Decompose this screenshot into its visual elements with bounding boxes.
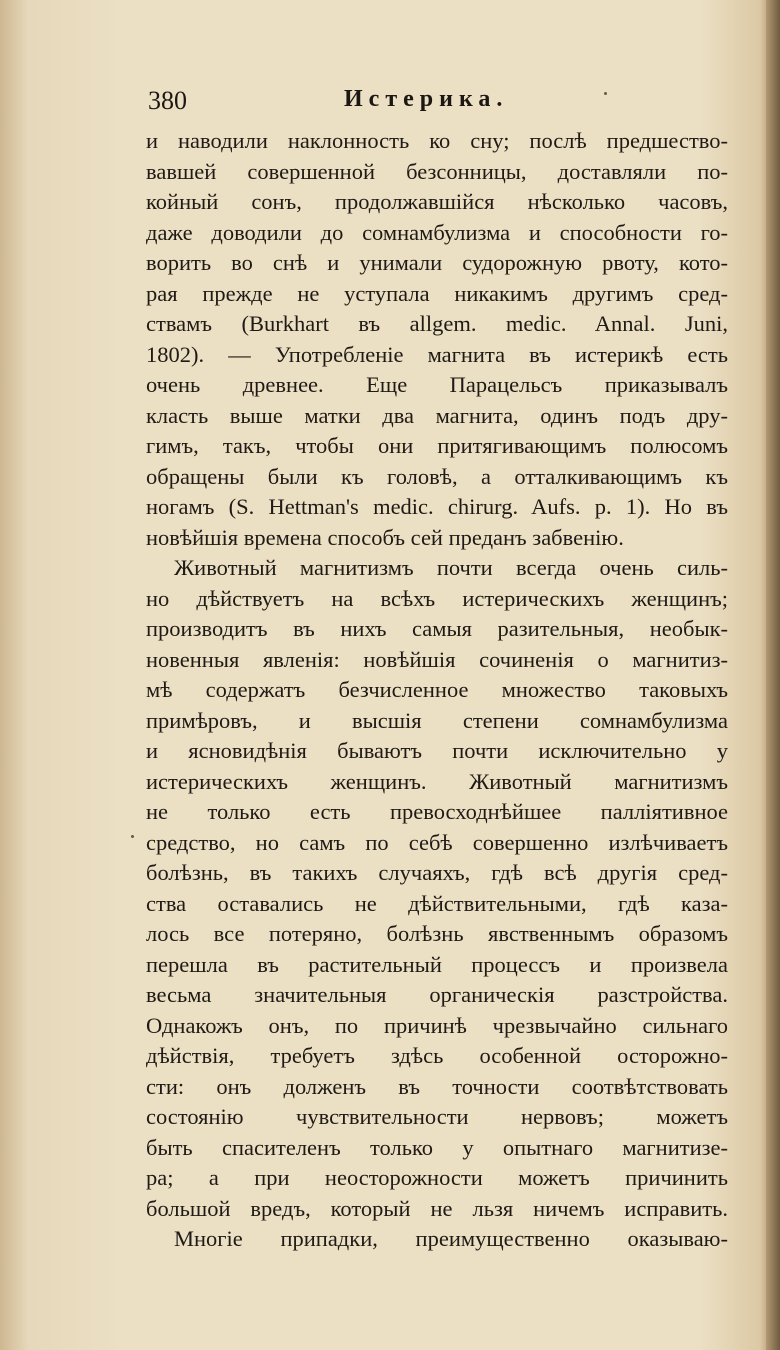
text-line: быть спасителенъ только у опытнаго магнитизе-	[146, 1134, 728, 1160]
text-line: 1802). — Употребленіе магнита въ истерикѣ есть	[146, 341, 728, 367]
text-line: обращены были къ головѣ, а отталкивающимъ къ	[146, 463, 728, 489]
text-line: весьма значительныя органическія разстройства.	[146, 982, 728, 1007]
running-title: Истерика.	[344, 86, 509, 112]
text-line: но дѣйствуетъ на всѣхъ истерическихъ женщинъ;	[146, 585, 728, 611]
text-line: лось все потеряно, болѣзнь явственнымъ образомъ	[146, 921, 728, 946]
text-line: мѣ содержатъ безчисленное множество таковыхъ	[146, 677, 728, 702]
text-line: большой вредъ, который не льзя ничемъ исправить.	[146, 1195, 728, 1221]
text-line: производитъ въ нихъ самыя разительныя, необык-	[146, 616, 728, 641]
text-line: класть выше матки два магнита, одинъ подъ дру-	[146, 402, 728, 428]
text-line: средство, но самъ по себѣ совершенно излѣчиваетъ	[146, 829, 728, 855]
text-line: рая прежде не уступала никакимъ другимъ сред-	[146, 280, 728, 306]
text-line: ствамъ (Burkhart въ allgem. medic. Annal. Juni,	[146, 311, 728, 336]
paper-speck	[131, 835, 134, 838]
text-line: истерическихъ женщинъ. Животный магнитизмъ	[146, 768, 728, 794]
text-line: болѣзнь, въ такихъ случаяхъ, гдѣ всѣ другія сред-	[146, 860, 728, 885]
text-line: даже доводили до сомнамбулизма и способности го-	[146, 219, 728, 245]
body-text	[146, 126, 728, 1255]
text-line: не только есть превосходнѣйшее палліятивное	[146, 799, 728, 824]
text-line: сти: онъ долженъ въ точности соотвѣтствовать	[146, 1073, 728, 1099]
text-line: примѣровъ, и высшія степени сомнамбулизма	[146, 707, 728, 733]
text-line: Многіе припадки, преимущественно оказываю-	[174, 1226, 728, 1251]
text-line: ногамъ (S. Hettman's medic. chirurg. Aufs. p. 1). Но въ	[146, 494, 728, 519]
text-line: вавшей совершенной безсонницы, доставляли по-	[146, 158, 728, 184]
page-number: 380	[148, 86, 187, 115]
text-line: перешла въ растительный процессъ и произвела	[146, 951, 728, 977]
text-line: койный сонъ, продолжавшійся нѣсколько часовъ,	[146, 189, 728, 214]
text-line: Однакожъ онъ, по причинѣ чрезвычайно сильнаго	[146, 1012, 728, 1038]
text-line: ра; а при неосторожности можетъ причинить	[146, 1165, 728, 1190]
text-line: Животный магнитизмъ почти всегда очень силь-	[174, 555, 728, 580]
book-spine-edge	[766, 0, 780, 1350]
text-line: дѣйствія, требуетъ здѣсь особенной осторожно-	[146, 1043, 728, 1068]
text-line: состоянію чувствительности нервовъ; можетъ	[146, 1104, 728, 1129]
text-line: ворить во снѣ и унимали судорожную рвоту, кото-	[146, 250, 728, 275]
text-line: ства оставались не дѣйствительными, гдѣ каза-	[146, 890, 728, 916]
paper-speck	[604, 92, 607, 95]
text-line: и ясновидѣнія бываютъ почти исключительно у	[146, 738, 728, 763]
text-line: и наводили наклонность ко сну; послѣ предшество-	[146, 128, 728, 153]
text-line: новенныя явленія: новѣйшія сочиненія о магнитиз-	[146, 646, 728, 672]
text-line: гимъ, такъ, чтобы они притягивающимъ полюсомъ	[146, 433, 728, 458]
text-line: очень древнее. Еще Парацельсъ приказывалъ	[146, 372, 728, 397]
page-header	[148, 86, 728, 126]
text-line: новѣйшія времена способъ сей преданъ забвенію.	[146, 524, 624, 550]
